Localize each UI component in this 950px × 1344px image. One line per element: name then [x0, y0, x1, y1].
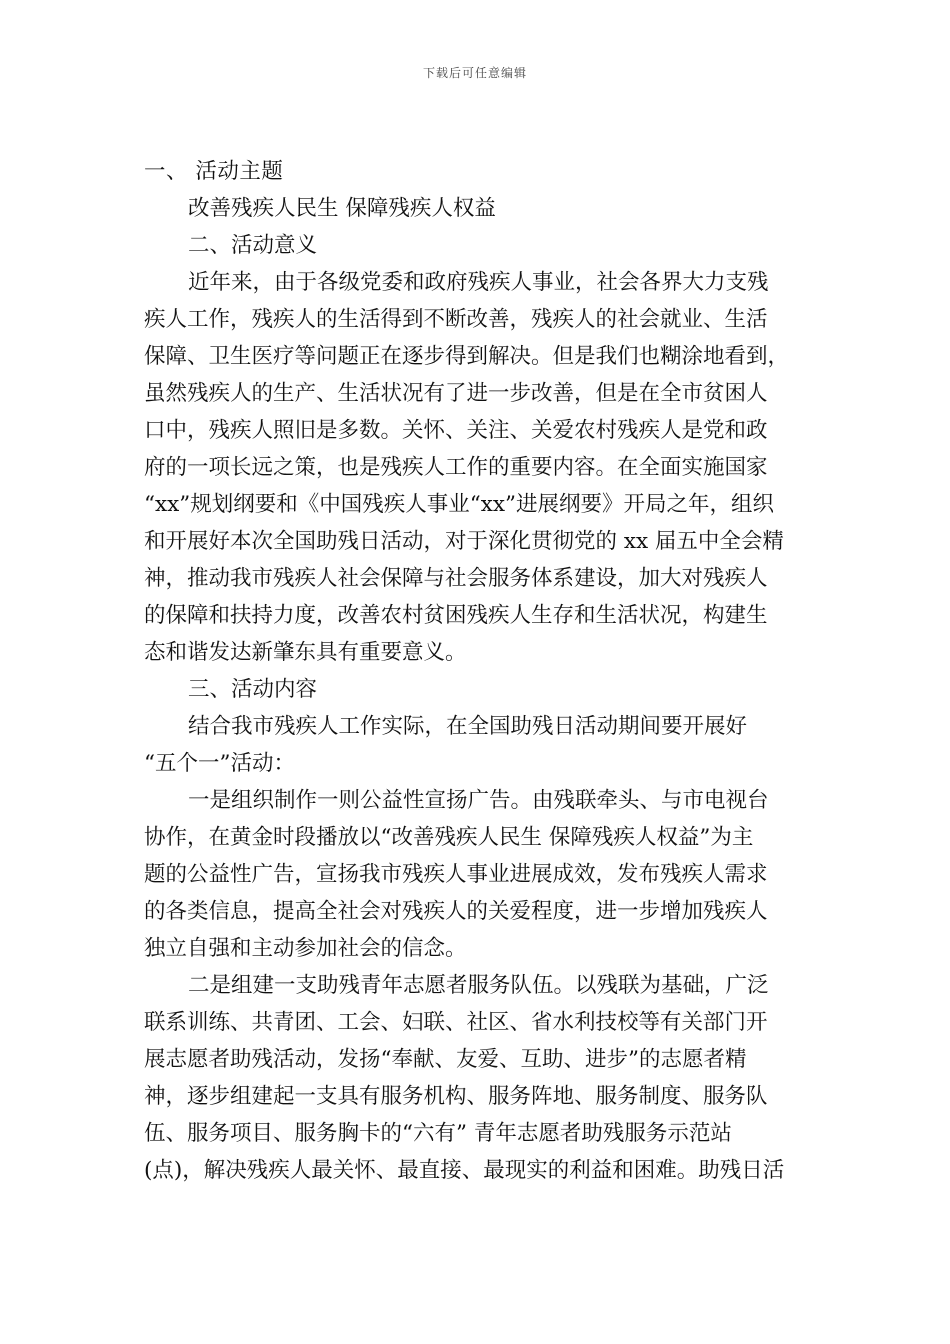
paragraph-line: 近年来，由于各级党委和政府残疾人事业，社会各界大力支残 — [188, 270, 769, 295]
paragraph-line: 口中，残疾人照旧是多数。关怀、关注、关爱农村残疾人是党和政 — [144, 418, 768, 443]
paragraph-line: 伍、服务项目、服务胸卡的“六有” 青年志愿者助残服务示范站 — [144, 1121, 732, 1146]
paragraph-line: 态和谐发达新肇东具有重要意义。 — [144, 640, 467, 665]
paragraph-line: 协作，在黄金时段播放以“改善残疾人民生 保障残疾人权益”为主 — [144, 825, 754, 850]
page-header: 下载后可任意编辑 — [422, 66, 527, 80]
paragraph-line: 独立自强和主动参加社会的信念。 — [144, 936, 467, 961]
paragraph-line: 的各类信息，提高全社会对残疾人的关爱程度，进一步增加残疾人 — [144, 899, 768, 924]
paragraph-line: “xx”规划纲要和《中国残疾人事业“xx”进展纲要》开局之年，组织 — [144, 492, 774, 517]
section-heading-theme: 一、 活动主题 — [144, 159, 284, 184]
paragraph-line: 和开展好本次全国助残日活动，对于深化贯彻党的 xx 届五中全会精 — [144, 529, 784, 554]
paragraph-line: 神，逐步组建起一支具有服务机构、服务阵地、服务制度、服务队 — [144, 1084, 768, 1109]
paragraph-line: 结合我市残疾人工作实际，在全国助残日活动期间要开展好 — [188, 714, 748, 739]
section-heading-significance: 二、活动意义 — [188, 233, 318, 258]
paragraph-line: 一是组织制作一则公益性宣扬广告。由残联牵头、与市电视台 — [188, 788, 769, 813]
paragraph-line: 神，推动我市残疾人社会保障与社会服务体系建设，加大对残疾人 — [144, 566, 768, 591]
document-body — [144, 153, 808, 1189]
paragraph-line: 虽然残疾人的生产、生活状况有了进一步改善，但是在全市贫困人 — [144, 381, 768, 406]
paragraph-line: 保障、卫生医疗等问题正在逐步得到解决。但是我们也糊涂地看到， — [144, 344, 790, 369]
paragraph-line: 题的公益性广告，宣扬我市残疾人事业进展成效，发布残疾人需求 — [144, 862, 768, 887]
paragraph-line: 二是组建一支助残青年志愿者服务队伍。以残联为基础，广泛 — [188, 973, 769, 998]
paragraph-line: 府的一项长远之策，也是残疾人工作的重要内容。在全面实施国家 — [144, 455, 768, 480]
paragraph-line: “五个一”活动： — [144, 751, 295, 776]
paragraph-line: (点)，解决残疾人最关怀、最直接、最现实的利益和困难。助残日活 — [144, 1158, 785, 1183]
paragraph-line: 的保障和扶持力度，改善农村贫困残疾人生存和生活状况，构建生 — [144, 603, 768, 628]
paragraph-line: 展志愿者助残活动，发扬“奉献、友爱、互助、进步”的志愿者精 — [144, 1047, 747, 1072]
paragraph-line: 疾人工作，残疾人的生活得到不断改善，残疾人的社会就业、生活 — [144, 307, 768, 332]
section-heading-content: 三、活动内容 — [188, 677, 318, 702]
paragraph-line: 联系训练、共青团、工会、妇联、社区、省水利技校等有关部门开 — [144, 1010, 768, 1035]
theme-text: 改善残疾人民生 保障残疾人权益 — [188, 196, 496, 221]
